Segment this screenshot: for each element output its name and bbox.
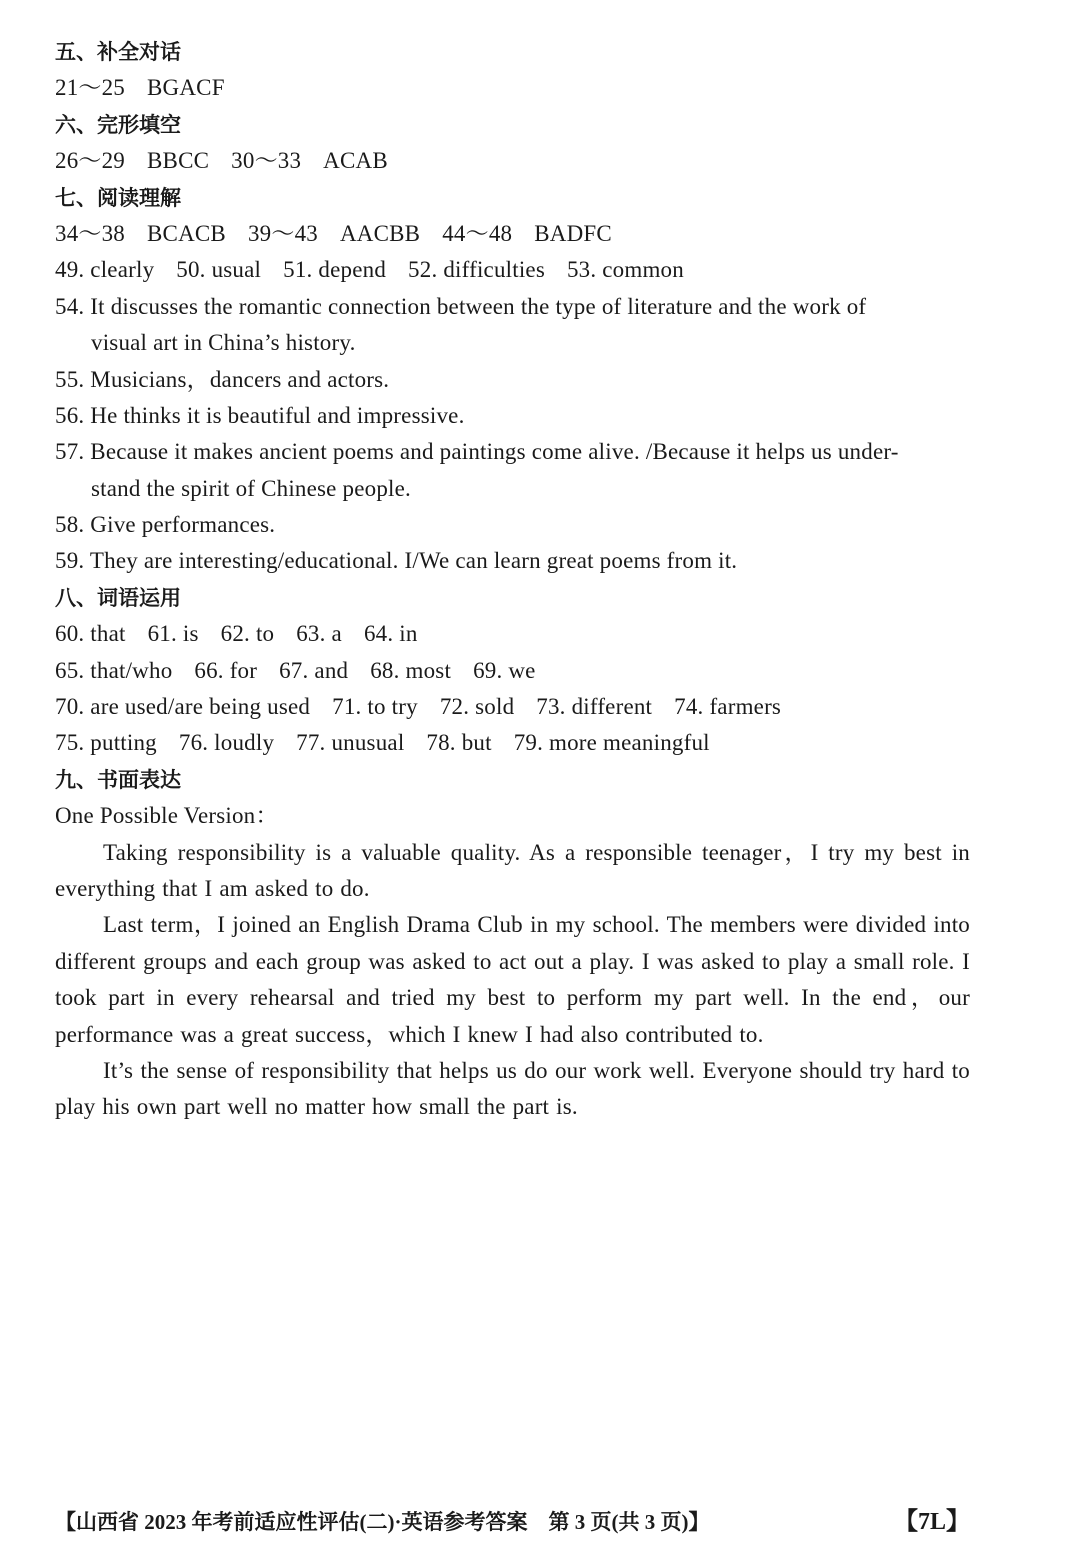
essay-intro: One Possible Version： (55, 803, 279, 829)
word-answer: 64. in (363, 621, 418, 647)
word-answer: 70. are used/are being used (55, 694, 311, 720)
essay-paragraph-2: Last term，I joined an English Drama Club in my school. The members were divided into different groups and each group was asked to act out a play. I was asked to play a small role. I took part in every rehearsal and tried my best to perform my part well. In the end，our performance was a great success，which I knew I had also contributed to. (55, 912, 970, 1047)
word-answer: 61. is (147, 621, 199, 647)
essay-paragraph-3: It’s the sense of responsibility that helps us do our work well. Everyone should try hard to play his own part well no matter how small the part is. (55, 1058, 970, 1120)
essay-paragraph-1: Taking responsibility is a valuable quality. As a responsible teenager，I try my best in everything that I am asked to do. (55, 839, 970, 901)
section-heading-8: 八、词语运用 (55, 585, 181, 610)
answer-line-34-48 (55, 216, 970, 252)
word-answer: 73. different (536, 694, 653, 720)
answer-56: 56. He thinks it is beautiful and impressive. (55, 402, 465, 428)
footer-code: 【7L】 (893, 1509, 970, 1535)
word-answer: 79. more meaningful (513, 730, 710, 756)
answer-line-65-69 (55, 653, 970, 689)
word-answer: 71. to try (332, 694, 418, 720)
answer-letters: ACAB (323, 148, 388, 174)
word-answer: 50. usual (176, 257, 262, 283)
answer-line-75-79 (55, 725, 970, 761)
word-answer: 53. common (566, 257, 684, 283)
page-footer (55, 1504, 970, 1540)
answer-range: 30～33 (231, 148, 302, 174)
word-answer: 51. depend (283, 257, 387, 283)
answer-line-49-53 (55, 252, 970, 288)
word-answer: 60. that (55, 621, 126, 647)
word-answer: 75. putting (55, 730, 157, 756)
word-answer: 62. to (220, 621, 275, 647)
answer-54-line-1: 54. It discusses the romantic connection between the type of literature and the work of (55, 293, 867, 319)
section-heading-7: 七、阅读理解 (55, 185, 181, 210)
section-heading-5: 五、补全对话 (55, 40, 181, 64)
answer-page (55, 34, 970, 1126)
answer-range: 39～43 (247, 220, 318, 246)
answer-54-line-2: visual art in China’s history. (91, 330, 356, 356)
answer-line-70-74 (55, 689, 970, 725)
section-heading-6: 六、完形填空 (55, 112, 181, 137)
word-answer: 68. most (370, 657, 452, 683)
answer-letters: AACBB (339, 220, 421, 246)
answer-line-21-25 (55, 70, 970, 106)
answer-range: 44～48 (442, 220, 513, 246)
word-answer: 52. difficulties (408, 257, 545, 283)
word-answer: 77. unusual (296, 730, 405, 756)
word-answer: 78. but (426, 730, 492, 756)
word-answer: 66. for (194, 657, 258, 683)
word-answer: 76. loudly (178, 730, 275, 756)
answer-59: 59. They are interesting/educational. I/We can learn great poems from it. (55, 548, 738, 574)
answer-57-line-1: 57. Because it makes ancient poems and paintings come alive. /Because it helps us under- (55, 439, 899, 465)
word-answer: 49. clearly (55, 257, 155, 283)
answer-range: 21～25 (55, 75, 125, 101)
word-answer: 74. farmers (674, 694, 782, 720)
answer-letters: BADFC (534, 220, 612, 246)
answer-range: 34～38 (55, 220, 125, 246)
answer-57-line-2: stand the spirit of Chinese people. (91, 475, 411, 501)
word-answer: 72. sold (439, 694, 515, 720)
answer-line-26-33 (55, 143, 970, 179)
answer-58: 58. Give performances. (55, 512, 276, 538)
footer-title: 【山西省 2023 年考前适应性评估(二)·英语参考答案 第 3 页(共 3 页)】 (55, 1510, 710, 1534)
answer-letters: BCACB (147, 220, 226, 246)
answer-range: 26～29 (55, 148, 125, 174)
answer-55: 55. Musicians，dancers and actors. (55, 366, 390, 392)
section-heading-9: 九、书面表达 (55, 767, 181, 792)
answer-line-60-64 (55, 616, 970, 652)
word-answer: 65. that/who (55, 657, 173, 683)
answer-letters: BGACF (147, 75, 225, 101)
answer-letters: BBCC (147, 148, 210, 174)
word-answer: 63. a (296, 621, 342, 647)
word-answer: 67. and (279, 657, 349, 683)
word-answer: 69. we (473, 657, 536, 683)
